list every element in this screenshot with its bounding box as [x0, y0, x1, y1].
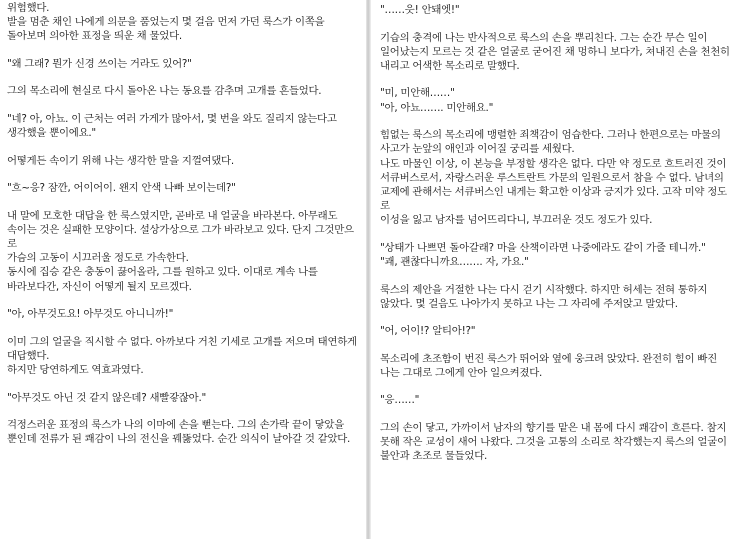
paragraph-gap [7, 44, 358, 57]
paragraph-gap [7, 195, 358, 208]
dialogue-line: "왜 그래? 뭔가 신경 쓰이는 거라도 있어?" [7, 57, 192, 70]
paragraph: 목소리에 초조함이 번진 룩스가 뛰어와 옆에 웅크려 앉았다. 완전히 힘이 빠진 나는 그대로 그에게 안아 일으켜졌다. [380, 352, 717, 379]
paragraph: 걱정스러운 표정의 룩스가 나의 이마에 손을 뻗는다. 그의 손가락 끝이 닿았을 뿐인데 전류가 된 쾌감이 나의 전신을 꿰뚫었다. 순간 의식이 날아갈 것 같았다. [7, 419, 351, 446]
paragraph: 내 말에 모호한 대답을 한 룩스였지만, 곧바로 내 얼굴을 바라본다. 아무래도 속이는 것은 실패한 모양이다. 설상가상으로 그가 바라보고 있다. 단지 그것만으로 가슴의 고동이 시끄러울 정도로 가속한다. 동시에 집승 같은 충동이 끓어올라, 그를 원하고 있다. 이대로 계속 나를 바라보다간, 자신이 어떻게 될지 모르겠다. [7, 209, 354, 293]
paragraph-gap [380, 338, 730, 351]
dialogue-line: "아, 아무것도요! 아무것도 아니니까!" [7, 308, 174, 321]
paragraph: 힘없는 룩스의 목소리에 맹렬한 죄책감이 엄습한다. 그러나 한편으로는 마물의 사고가 눈앞의 애인과 이어질 궁리를 세웠다. 나도 마물인 이상, 이 본능을 부정할 생각은 없다. 다만 약 정도로 흐트러진 것이 서큐버스로서, 자랑스러운 루스트란트 가문의 일원으로서 참을 수 없다. 남녀의 교제에 관해서는 서큐버스인 내게는 확고한 이상과 긍지가 있다. 고작 미약 정도로 이성을 잃고 남자를 넘어뜨리다니, 부끄러운 것도 정도가 있다. [380, 129, 727, 227]
paragraph-gap [380, 311, 730, 324]
dialogue-line: "미, 미안해……" "아, 아뇨……. 미안해요." [380, 87, 494, 114]
dialogue-line: "……읏! 안돼엣!" [380, 4, 460, 16]
paragraph-gap [7, 294, 358, 307]
paragraph-gap [7, 321, 358, 334]
paragraph-gap [380, 228, 730, 241]
dialogue-line: "응……" [380, 394, 420, 407]
paragraph-gap [380, 17, 730, 30]
paragraph-gap [380, 73, 730, 86]
paragraph-gap [7, 140, 358, 153]
paragraph: 룩스의 제안을 거절한 나는 다시 걷기 시작했다. 하지만 허세는 전혀 통하지 않았다. 몇 걸음도 나아가지 못하고 나는 그 자리에 주저앉고 말았다. [380, 283, 708, 310]
paragraph: 위험했다. 발을 멈춘 채인 나에게 의문을 품었는지 몇 걸음 먼저 가던 룩스가 이쪽을 돌아보며 의아한 표정을 띄운 채 물었다. [7, 2, 325, 43]
left-page [0, 0, 366, 539]
paragraph: 그의 손이 닿고, 가까이서 남자의 향기를 맡은 내 몸에 다시 쾌감이 흐른다. 참지 못해 작은 교성이 새어 나왔다. 그것을 고통의 소리로 착각했는지 룩스의 얼굴이 불안과 초조로 물들었다. [380, 421, 727, 463]
right-page [371, 0, 736, 539]
paragraph-gap [7, 99, 358, 112]
paragraph-gap [380, 408, 730, 421]
dialogue-line: "어, 어이!? 알티아!?" [380, 325, 476, 338]
dialogue-line: "네? 아, 아뇨. 이 근처는 여러 가게가 많아서, 몇 번을 와도 질리지 않는다고 생각했을 뿐이에요." [7, 112, 337, 140]
dialogue-line: "흐~응? 잠깐, 어이어이. 왠지 안색 나빠 보이는데?" [7, 182, 236, 195]
paragraph: 어떻게든 속이기 위해 나는 생각한 말을 지껄여댔다. [7, 154, 234, 167]
paragraph-gap [7, 71, 358, 84]
dialogue-line: "상태가 나쁘면 돌아갈래? 마을 산책이라면 나중에라도 같이 가줄 테니까." "괘, 괜찮다니까요……. 자, 가요." [380, 241, 706, 269]
paragraph-gap [380, 269, 730, 282]
paragraph-gap [380, 115, 730, 128]
paragraph-gap [7, 405, 358, 418]
paragraph-gap [7, 377, 358, 390]
paragraph: 그의 목소리에 현실로 다시 돌아온 나는 동요를 감추며 고개를 흔들었다. [7, 85, 322, 98]
paragraph: 기습의 충격에 나는 반사적으로 룩스의 손을 뿌리친다. 그는 순간 무슨 일이 일어났는지 모르는 것 같은 얼굴로 굳어진 채 멍하니 보다가, 쳐내진 손을 천천히 내리고 어색한 목소리로 말했다. [380, 31, 730, 72]
dialogue-line: "아무것도 아닌 것 같지 않은데? 새빨갛잖아." [7, 391, 207, 404]
paragraph: 이미 그의 얼굴을 직시할 수 없다. 아까보다 거친 기세로 고개를 저으며 태연하게 대답했다. 하지만 당연하게도 역효과였다. [7, 335, 357, 377]
paragraph-gap [7, 168, 358, 181]
paragraph-gap [380, 380, 730, 393]
